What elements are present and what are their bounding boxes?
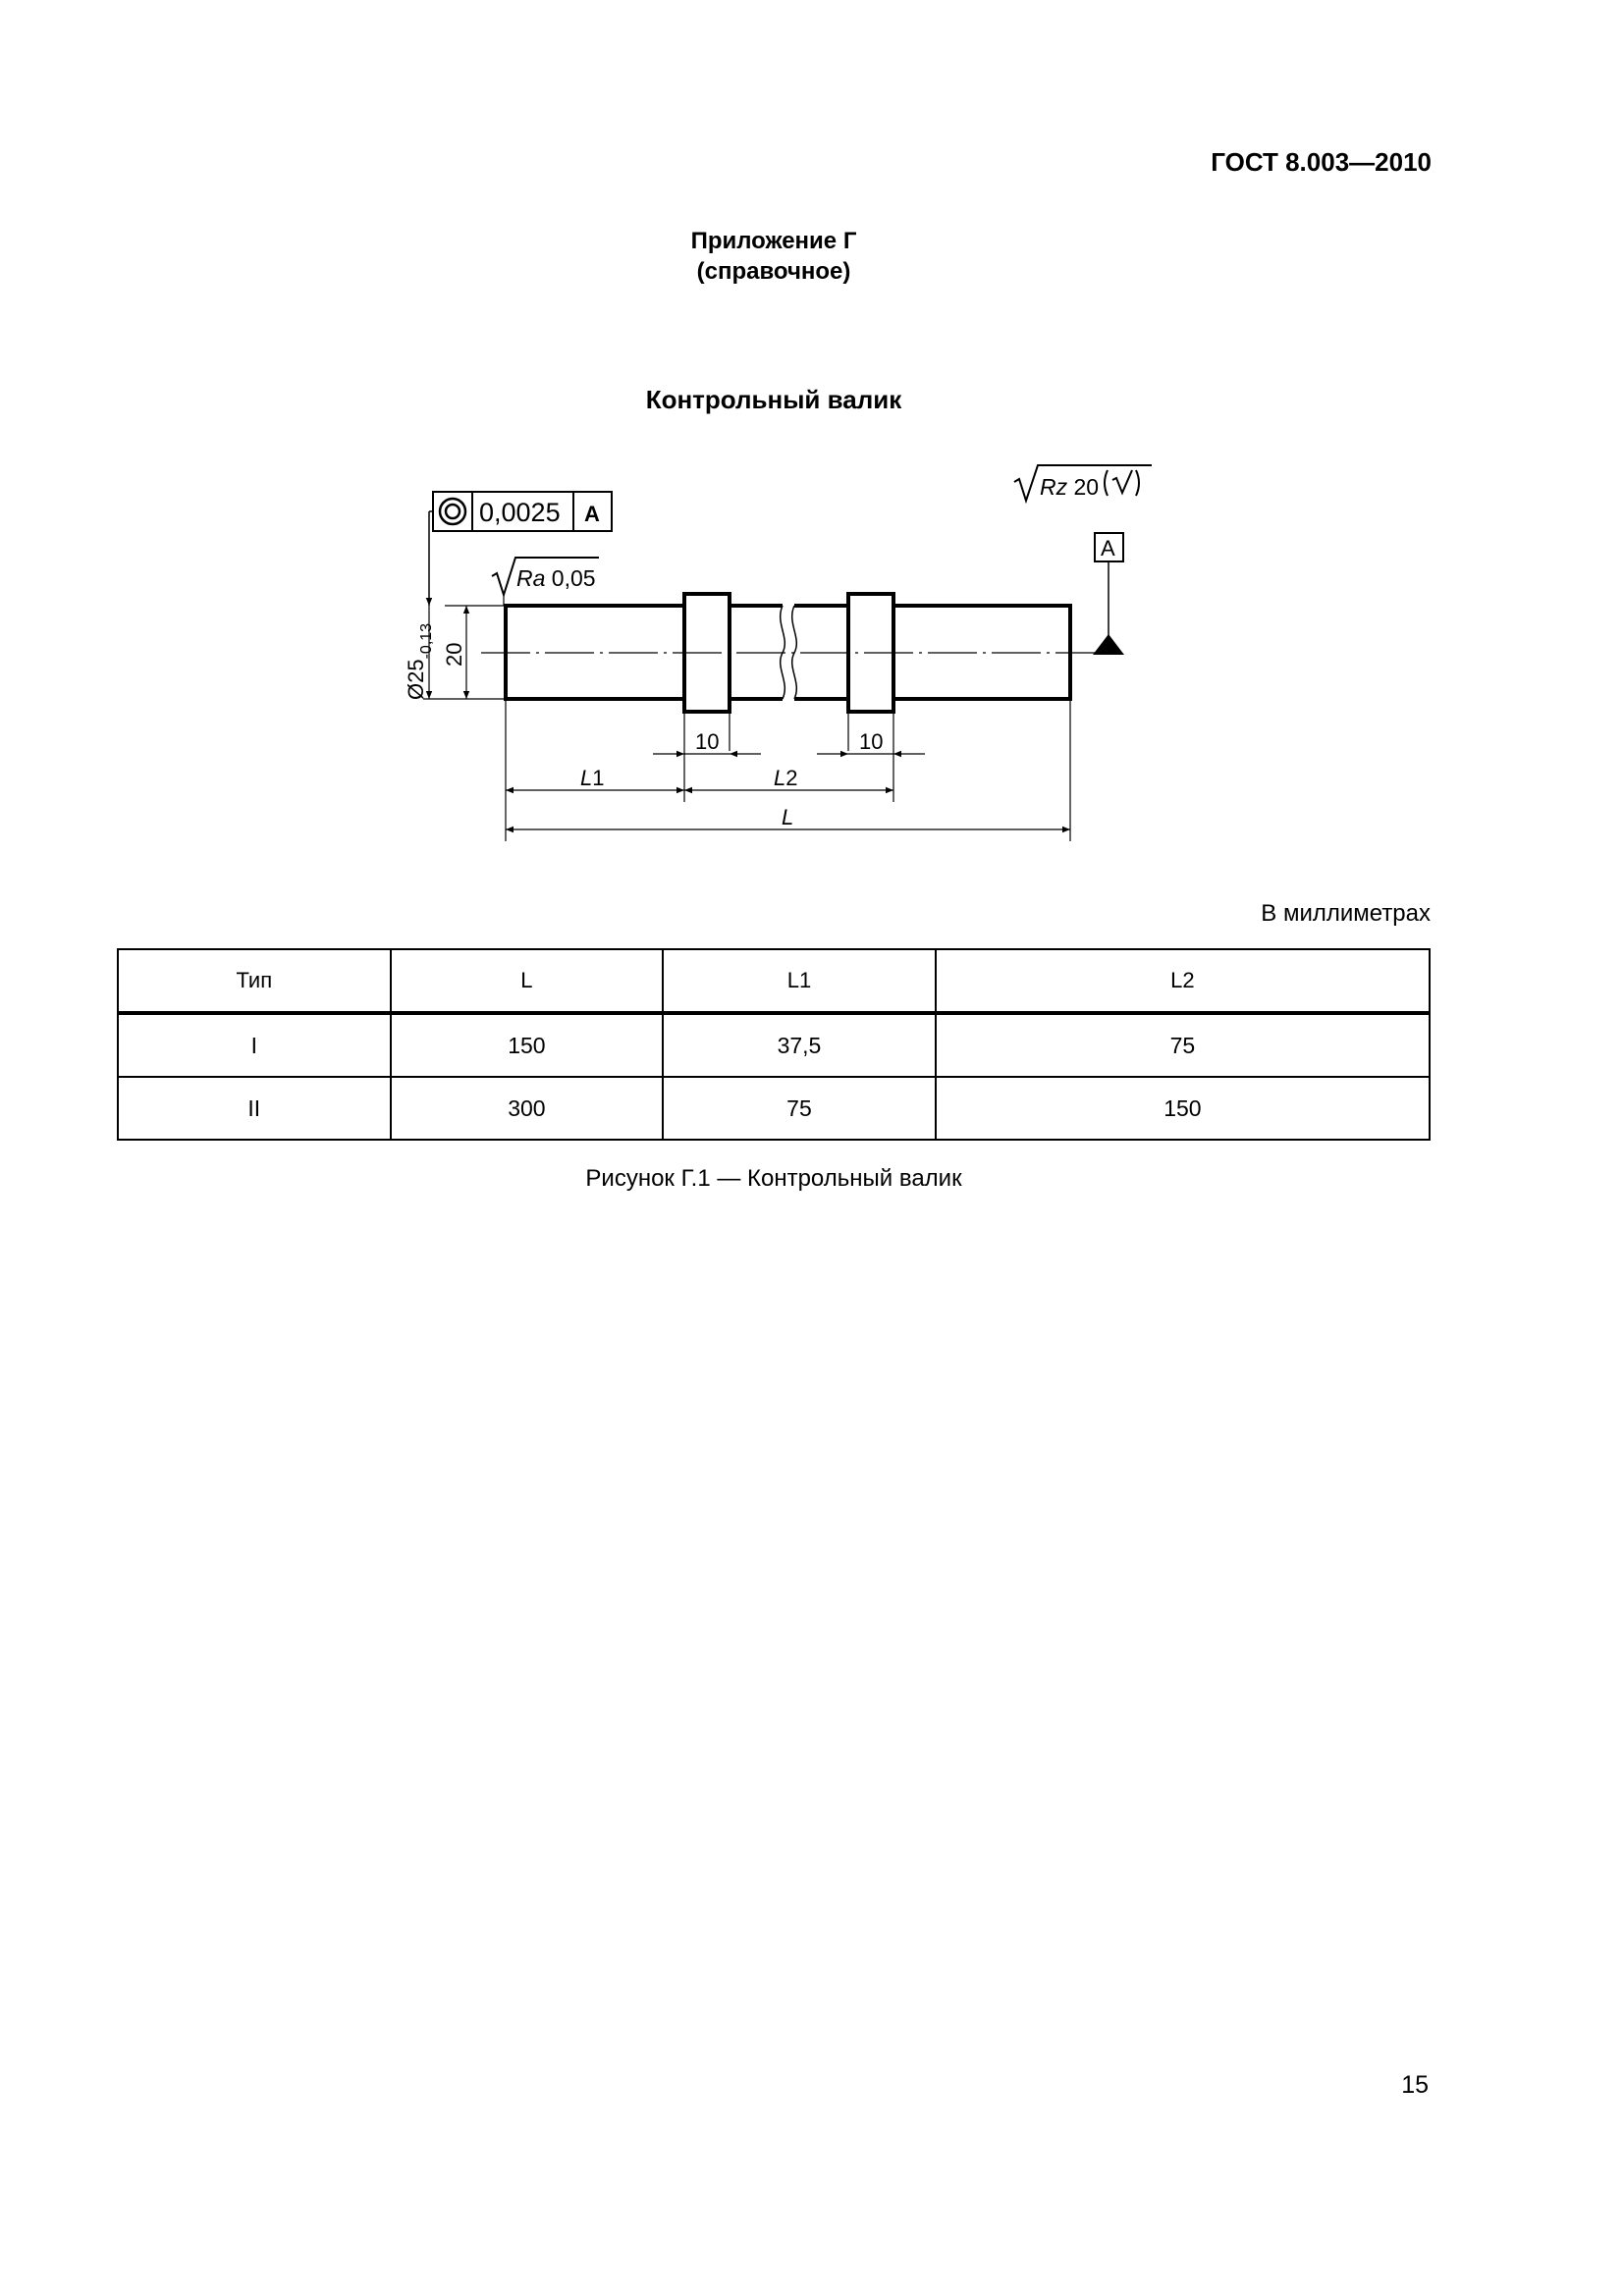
shaft-drawing [388,456,1173,849]
document-code: ГОСТ 8.003—2010 [1211,147,1432,177]
collar-width-right-label: 10 [859,729,884,754]
table-cell: 300 [391,1077,664,1140]
svg-text:L1 [580,766,605,790]
dimension-l1 [506,766,684,790]
dimension-l [506,805,1070,829]
table-cell: I [118,1013,391,1077]
table-cell: 150 [391,1013,664,1077]
table-header-cell: L1 [663,949,936,1013]
svg-text:Ra 0,05 [516,565,596,591]
roughness-ra-prefix: Ra [516,565,546,591]
runout-tolerance-frame [433,492,612,531]
datum-reference: A [584,502,600,526]
diameter-tolerance-label: -0,13 [418,622,435,660]
table-header-cell: L [391,949,664,1013]
dimension-l1-letter: L [580,766,593,790]
roughness-ra-value: 0,05 [545,565,596,591]
roughness-rz-value: 20 [1067,474,1100,500]
dimension-l2 [684,766,893,790]
annex-status: (справочное) [696,258,851,285]
annex-heading [0,226,1547,287]
dimensions-table [117,948,1431,1141]
concentricity-icon [440,499,465,524]
roughness-ra-symbol [492,558,599,606]
roughness-rz-prefix: Rz [1040,474,1068,500]
figure-title: Контрольный валик [645,385,902,414]
table-cell: 37,5 [663,1013,936,1077]
dimension-l-label: L [782,805,794,829]
collar-width-left-dimension [653,729,761,754]
svg-text:Ø25-0,13 [404,623,435,700]
dimension-l1-index: 1 [592,766,605,790]
datum-marker-label: A [1101,536,1115,561]
table-cell: 150 [936,1077,1430,1140]
page-number: 15 [1401,2071,1429,2099]
units-note: В миллиметрах [1261,900,1431,927]
datum-marker [1093,533,1124,655]
svg-text:L2 [774,766,798,790]
collar-diameter-label: 20 [442,642,466,667]
dimension-l2-letter: L [774,766,786,790]
table-cell: 75 [936,1013,1430,1077]
runout-tolerance-value: 0,0025 [479,498,561,527]
table-row [118,1013,1430,1077]
table-row [118,1077,1430,1140]
collar-width-right-dimension [817,729,925,754]
roughness-rz-symbol [1014,465,1152,501]
table-cell: II [118,1077,391,1140]
diameter-main-label: Ø25 [404,659,428,700]
svg-text:Rz 20 [1040,474,1099,500]
table-header-row [118,949,1430,1013]
table-cell: 75 [663,1077,936,1140]
table-header-cell: L2 [936,949,1430,1013]
figure-caption: Рисунок Г.1 — Контрольный валик [585,1165,962,1192]
collar-width-left-label: 10 [695,729,720,754]
annex-title: Приложение Г [690,228,857,254]
dimension-l2-index: 2 [785,766,798,790]
table-header-cell: Тип [118,949,391,1013]
collar-diameter-dimension [442,606,466,699]
